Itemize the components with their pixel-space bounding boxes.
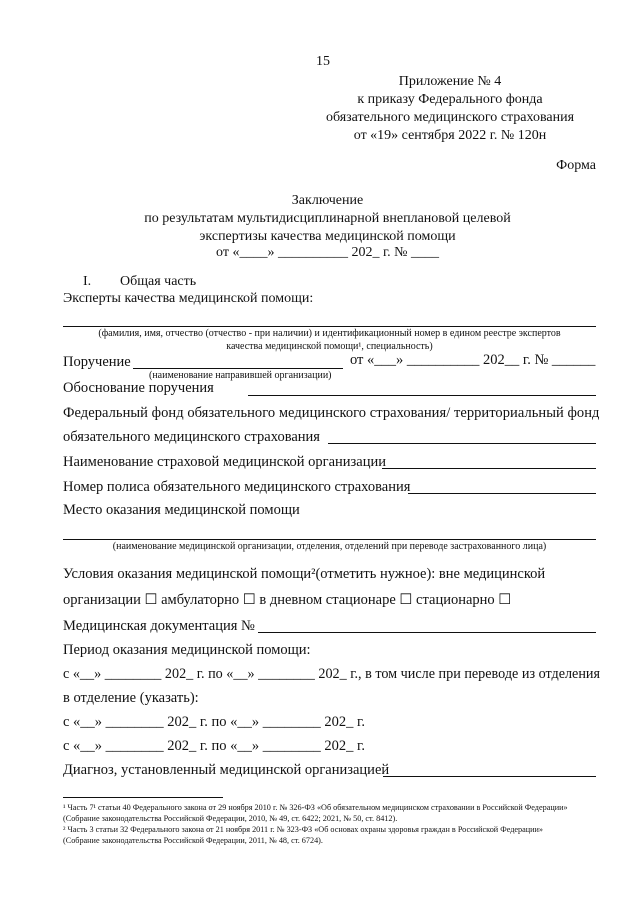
period-line-4: с «__» ________ 202_ г. по «__» ________ 202_ г. <box>63 738 365 754</box>
footnote-2-line-2: (Собрание законодательства Российской Федерации, 2011, № 48, ст. 6724). <box>63 836 323 845</box>
insurer-label: Наименование страховой медицинской организации <box>63 454 386 470</box>
order-field-line[interactable] <box>133 368 343 369</box>
title-line-4: от «____» __________ 202_ г. № ____ <box>216 245 439 260</box>
section-title: Общая часть <box>120 274 197 289</box>
place-field-line[interactable] <box>63 539 596 540</box>
fund-line-2: обязательного медицинского страхования <box>63 429 320 445</box>
form-label: Форма <box>556 158 596 173</box>
experts-field-line[interactable] <box>63 326 596 327</box>
period-label: Период оказания медицинской помощи: <box>63 642 311 658</box>
insurer-field-line[interactable] <box>382 468 596 469</box>
order-label: Поручение <box>63 354 131 370</box>
page-number: 15 <box>316 54 330 69</box>
fund-line-1: Федеральный фонд обязательного медицинского страхования/ территориальный фонд <box>63 405 600 421</box>
order-date: от «___» __________ 202__ г. № ______ <box>350 352 596 368</box>
docs-label: Медицинская документация № <box>63 618 255 634</box>
footnote-1-line-2: (Собрание законодательства Российской Федерации, 2010, № 49, ст. 6422; 2021, № 50, ст. 8412). <box>63 814 398 823</box>
reason-label: Обоснование поручения <box>63 380 214 396</box>
footnote-2-line-1: ² Часть 3 статьи 32 Федерального закона от 21 ноября 2011 г. № 323-ФЗ «Об основах охраны здоровья граждан в Российской Федерации» <box>63 825 543 834</box>
period-line-1: с «__» ________ 202_ г. по «__» ________ 202_ г., в том числе при переводе из отделения <box>63 666 601 682</box>
section-number: I. <box>83 274 92 289</box>
title-line-1: Заключение <box>291 193 364 208</box>
header-line-4: от «19» сентября 2022 г. № 120н <box>353 128 547 143</box>
diagnosis-label: Диагноз, установленный медицинской организацией <box>63 762 390 778</box>
title-line-3: экспертизы качества медицинской помощи <box>199 229 456 244</box>
experts-caption-2: качества медицинской помощи¹, специальность) <box>226 341 433 352</box>
header-line-3: обязательного медицинского страхования <box>325 110 575 125</box>
fund-field-line[interactable] <box>328 443 596 444</box>
header-line-2: к приказу Федерального фонда <box>357 92 543 107</box>
place-caption: (наименование медицинской организации, отделения, отделений при переводе застрахованного лица) <box>112 541 547 552</box>
experts-caption-1: (фамилия, имя, отчество (отчество - при наличии) и идентификационный номер в едином реестре экспертов <box>98 328 561 339</box>
header-line-1: Приложение № 4 <box>398 74 502 89</box>
experts-label: Эксперты качества медицинской помощи: <box>63 291 314 306</box>
order-caption: (наименование направившей организации) <box>149 370 332 381</box>
title-line-2: по результатам мультидисциплинарной внеплановой целевой <box>144 211 511 226</box>
docs-field-line[interactable] <box>258 632 596 633</box>
place-label: Место оказания медицинской помощи <box>63 502 300 518</box>
diagnosis-field-line[interactable] <box>383 776 596 777</box>
period-line-2: в отделение (указать): <box>63 690 199 706</box>
reason-field-line[interactable] <box>248 395 596 396</box>
policy-label: Номер полиса обязательного медицинского страхования <box>63 479 411 495</box>
footnote-separator <box>63 797 223 798</box>
period-line-3: с «__» ________ 202_ г. по «__» ________ 202_ г. <box>63 714 365 730</box>
policy-field-line[interactable] <box>408 493 596 494</box>
footnote-1-line-1: ¹ Часть 7¹ статьи 40 Федерального закона от 29 ноября 2010 г. № 326-ФЗ «Об обязательном медицинском страховании в Российской Федерации» <box>63 803 568 812</box>
conditions-line-1: Условия оказания медицинской помощи²(отметить нужное): вне медицинской <box>63 566 546 582</box>
conditions-line-2[interactable]: организации ☐ амбулаторно ☐ в дневном стационаре ☐ стационарно ☐ <box>63 592 512 608</box>
